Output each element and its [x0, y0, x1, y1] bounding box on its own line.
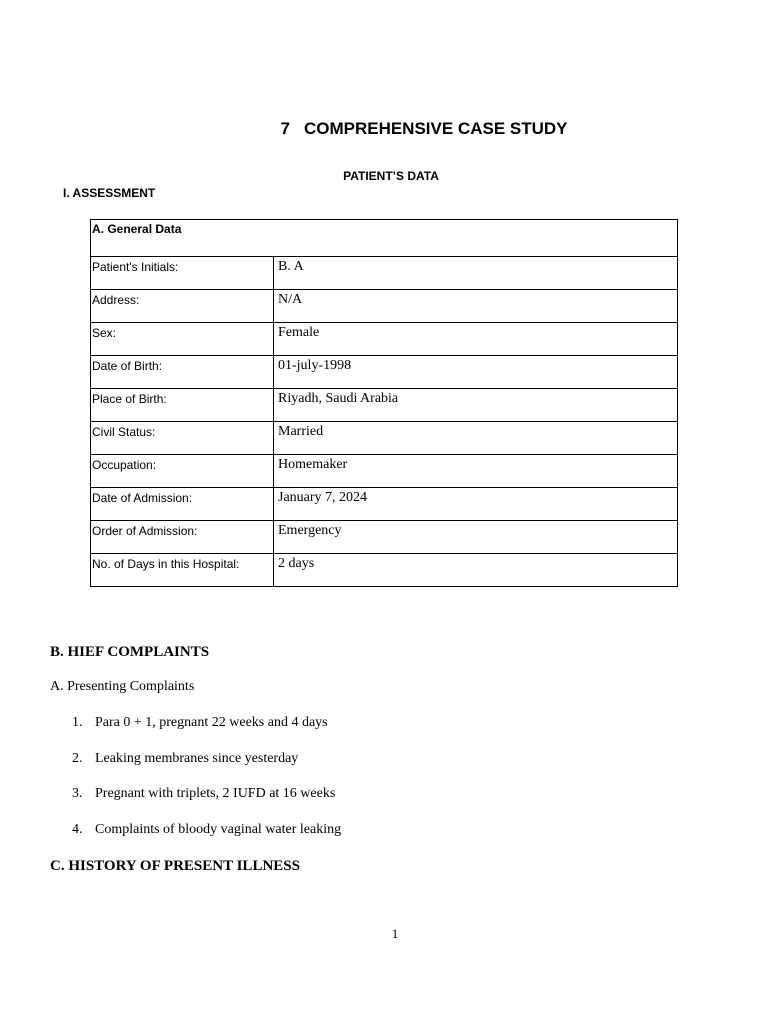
field-label: Sex:	[91, 323, 274, 356]
complaints-list	[72, 700, 341, 842]
table-row	[91, 554, 678, 587]
field-label: Patient's Initials:	[91, 257, 274, 290]
general-data-header-row	[91, 220, 678, 257]
list-item	[72, 807, 341, 843]
table-row	[91, 257, 678, 290]
history-heading: C. HISTORY OF PRESENT ILLNESS	[50, 858, 300, 874]
general-data-table	[90, 219, 678, 587]
patient-data-subtitle: PATIENT’S DATA	[343, 169, 439, 183]
table-row	[91, 290, 678, 323]
list-item-text: Complaints of bloody vaginal water leaking	[95, 821, 342, 837]
field-value: 2 days	[274, 554, 678, 587]
table-row	[91, 422, 678, 455]
field-value: Emergency	[274, 521, 678, 554]
field-label: Civil Status:	[91, 422, 274, 455]
list-item-number: 3.	[72, 786, 83, 801]
list-item-number: 1.	[72, 715, 83, 730]
assessment-heading: I. ASSESSMENT	[63, 186, 156, 200]
list-item-number: 4.	[72, 821, 83, 837]
list-item-text: Leaking membranes since yesterday	[95, 750, 299, 766]
chapter-title: COMPREHENSIVE CASE STUDY	[303, 119, 568, 138]
field-value: Female	[274, 323, 678, 356]
field-value: Married	[274, 422, 678, 455]
field-label: Place of Birth:	[91, 389, 274, 422]
field-value: N/A	[274, 290, 678, 323]
field-value: 01-july-1998	[274, 356, 678, 389]
table-row	[91, 323, 678, 356]
presenting-complaints-heading: A. Presenting Complaints	[50, 679, 195, 694]
chief-complaints-heading: B. HIEF COMPLAINTS	[50, 644, 210, 660]
table-row	[91, 455, 678, 488]
table-row	[91, 488, 678, 521]
table-row	[91, 521, 678, 554]
field-label: Address:	[91, 290, 274, 323]
list-item	[72, 736, 341, 772]
list-item-text: Pregnant with triplets, 2 IUFD at 16 weeks	[95, 786, 336, 801]
list-item-text: Para 0 + 1, pregnant 22 weeks and 4 days	[95, 715, 328, 730]
field-label: Occupation:	[91, 455, 274, 488]
table-row	[91, 389, 678, 422]
list-item	[72, 771, 341, 807]
field-label: Date of Birth:	[91, 356, 274, 389]
field-label: Date of Admission:	[91, 488, 274, 521]
field-label: Order of Admission:	[91, 521, 274, 554]
field-value: January 7, 2024	[274, 488, 678, 521]
field-value: B. A	[274, 257, 678, 290]
chapter-number: 7	[280, 119, 290, 138]
field-value: Riyadh, Saudi Arabia	[274, 389, 678, 422]
page-title	[0, 119, 768, 139]
list-item	[72, 700, 341, 736]
list-item-number: 2.	[72, 750, 83, 766]
page-number: 1	[391, 926, 399, 941]
field-value: Homemaker	[274, 455, 678, 488]
general-data-heading: A. General Data	[91, 220, 678, 257]
table-row	[91, 356, 678, 389]
field-label: No. of Days in this Hospital:	[91, 554, 274, 587]
